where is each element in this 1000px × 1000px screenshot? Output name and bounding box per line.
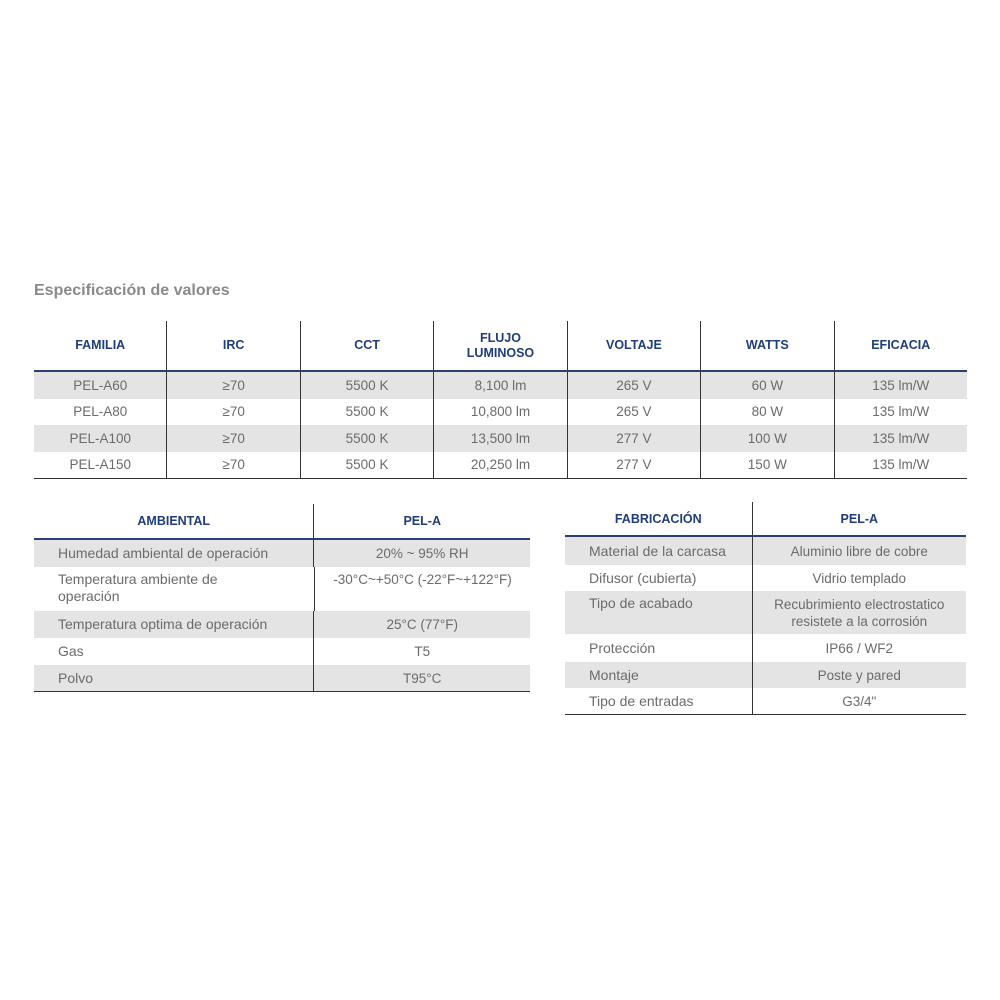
row-value: 25°C (77°F) bbox=[313, 611, 530, 638]
row-value: Aluminio libre de cobre bbox=[752, 537, 966, 565]
header-fabricacion: FABRICACIÓN bbox=[614, 511, 702, 526]
table-row bbox=[34, 567, 530, 611]
table-row bbox=[34, 399, 967, 426]
cell-watts: 60 W bbox=[700, 372, 833, 399]
cell-watts: 150 W bbox=[700, 452, 833, 479]
table-row bbox=[34, 540, 530, 567]
table-row bbox=[34, 452, 967, 479]
cell-voltaje: 277 V bbox=[567, 452, 700, 479]
cell-cct: 5500 K bbox=[300, 372, 433, 399]
row-value: G3/4" bbox=[752, 688, 966, 714]
row-label: Tipo de entradas bbox=[589, 692, 694, 709]
row-value: Poste y pared bbox=[752, 662, 966, 688]
table-row bbox=[565, 565, 966, 591]
fabricacion-table bbox=[565, 502, 966, 715]
cell-familia: PEL-A150 bbox=[69, 457, 131, 473]
cell-familia: PEL-A80 bbox=[73, 404, 128, 420]
header-pel-a: PEL-A bbox=[313, 504, 530, 538]
table-bottom-rule bbox=[34, 478, 967, 479]
cell-watts: 100 W bbox=[700, 425, 833, 452]
table-bottom-rule bbox=[34, 691, 530, 692]
cell-voltaje: 277 V bbox=[567, 425, 700, 452]
ambiental-table bbox=[34, 504, 530, 692]
table-bottom-rule bbox=[565, 714, 966, 715]
cell-flujo: 13,500 lm bbox=[433, 425, 566, 452]
cell-cct: 5500 K bbox=[300, 399, 433, 426]
cell-familia: PEL-A60 bbox=[73, 377, 128, 393]
cell-voltaje: 265 V bbox=[567, 372, 700, 399]
header-watts: WATTS bbox=[700, 321, 833, 370]
row-value: -30°C~+50°C (-22°F~+122°F) bbox=[314, 567, 530, 611]
row-label: Protección bbox=[589, 639, 656, 656]
table-row bbox=[34, 665, 530, 691]
table-row bbox=[565, 688, 966, 714]
cell-irc: ≥70 bbox=[166, 425, 299, 452]
row-value: T5 bbox=[313, 638, 530, 665]
header-familia: FAMILIA bbox=[75, 338, 126, 352]
table-row bbox=[34, 372, 967, 399]
row-label: Tipo de acabado bbox=[589, 595, 693, 611]
cell-watts: 80 W bbox=[700, 399, 833, 426]
table-row bbox=[565, 662, 966, 688]
header-ambiental: AMBIENTAL bbox=[137, 514, 211, 528]
header-cct: CCT bbox=[300, 321, 433, 370]
cell-irc: ≥70 bbox=[166, 372, 299, 399]
spec-table bbox=[34, 321, 967, 479]
cell-eficacia: 135 lm/W bbox=[834, 372, 967, 399]
cell-irc: ≥70 bbox=[166, 452, 299, 479]
header-voltaje: VOLTAJE bbox=[567, 321, 700, 370]
row-label: Gas bbox=[58, 643, 84, 659]
table-row bbox=[565, 537, 966, 565]
cell-cct: 5500 K bbox=[300, 425, 433, 452]
cell-voltaje: 265 V bbox=[567, 399, 700, 426]
ambiental-header-row bbox=[34, 504, 530, 540]
spec-header-row bbox=[34, 321, 967, 372]
row-value: T95°C bbox=[313, 665, 530, 691]
header-irc: IRC bbox=[166, 321, 299, 370]
header-pel-a: PEL-A bbox=[752, 502, 966, 535]
header-eficacia: EFICACIA bbox=[834, 321, 967, 370]
row-value: IP66 / WF2 bbox=[752, 634, 966, 662]
row-label: Temperatura optima de operación bbox=[58, 616, 268, 632]
table-row bbox=[34, 611, 530, 638]
row-label: Material de la carcasa bbox=[589, 542, 726, 559]
cell-familia: PEL-A100 bbox=[69, 430, 131, 446]
table-row bbox=[34, 425, 967, 452]
cell-cct: 5500 K bbox=[300, 452, 433, 479]
cell-eficacia: 135 lm/W bbox=[834, 452, 967, 479]
row-value: 20% ~ 95% RH bbox=[313, 540, 530, 567]
page-title: Especificación de valores bbox=[34, 282, 230, 299]
row-value: Vidrio templado bbox=[752, 565, 966, 591]
row-label: Temperatura ambiente de operación bbox=[58, 571, 218, 604]
row-label: Difusor (cubierta) bbox=[589, 569, 697, 586]
cell-flujo: 20,250 lm bbox=[433, 452, 566, 479]
fabricacion-header-row bbox=[565, 502, 966, 537]
row-label: Humedad ambiental de operación bbox=[58, 545, 269, 561]
row-label: Montaje bbox=[589, 666, 639, 683]
header-flujo-luminoso: FLUJO LUMINOSO bbox=[433, 321, 566, 370]
cell-eficacia: 135 lm/W bbox=[834, 399, 967, 426]
table-row bbox=[565, 591, 966, 634]
cell-eficacia: 135 lm/W bbox=[834, 425, 967, 452]
cell-flujo: 8,100 lm bbox=[433, 372, 566, 399]
row-value: Recubrimiento electrostatico resistete a la corrosión bbox=[752, 591, 966, 634]
cell-irc: ≥70 bbox=[166, 399, 299, 426]
row-label: Polvo bbox=[58, 669, 94, 686]
table-row bbox=[565, 634, 966, 662]
table-row bbox=[34, 638, 530, 665]
cell-flujo: 10,800 lm bbox=[433, 399, 566, 426]
